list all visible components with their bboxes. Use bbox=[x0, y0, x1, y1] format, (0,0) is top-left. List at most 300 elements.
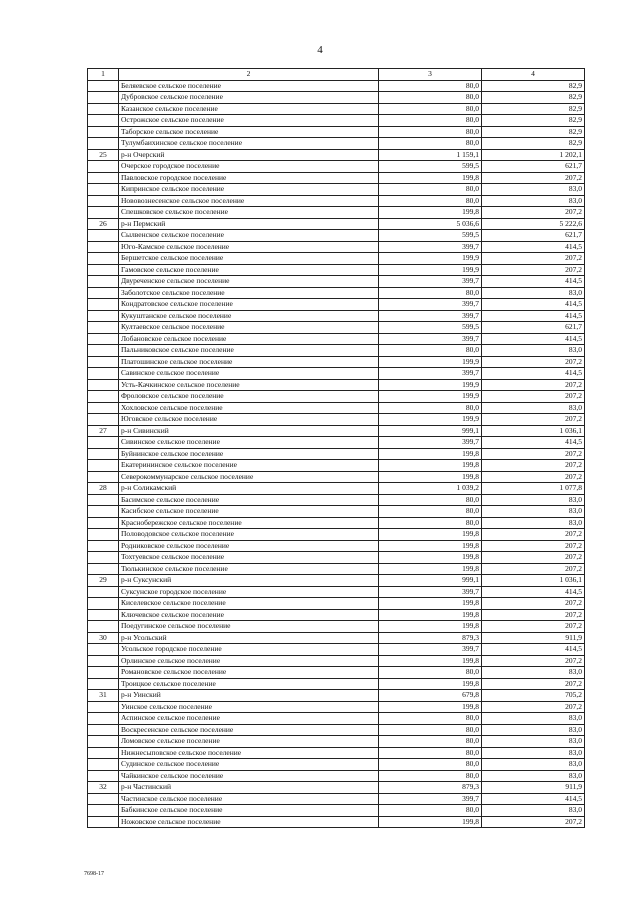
municipality-cell: Юго-Камское сельское поселение bbox=[119, 241, 379, 253]
row-number-cell bbox=[88, 276, 119, 288]
table-row bbox=[88, 644, 585, 656]
value-col-4-cell: 207,2 bbox=[482, 172, 585, 184]
table-row bbox=[88, 793, 585, 805]
table-row bbox=[88, 770, 585, 782]
row-number-cell: 25 bbox=[88, 149, 119, 161]
row-number-cell bbox=[88, 138, 119, 150]
row-number-cell bbox=[88, 126, 119, 138]
table-row bbox=[88, 126, 585, 138]
value-col-4-cell: 621,7 bbox=[482, 230, 585, 242]
municipality-cell: Ножовское сельское поселение bbox=[119, 816, 379, 828]
table-row bbox=[88, 92, 585, 104]
municipality-cell: Беляевское сельское поселение bbox=[119, 80, 379, 92]
table-row bbox=[88, 276, 585, 288]
value-col-4-cell: 83,0 bbox=[482, 805, 585, 817]
value-col-4-cell: 207,2 bbox=[482, 540, 585, 552]
value-col-3-cell: 199,8 bbox=[379, 552, 482, 564]
municipality-cell: Чайкинское сельское поселение bbox=[119, 770, 379, 782]
value-col-4-cell: 621,7 bbox=[482, 161, 585, 173]
value-col-3-cell: 199,8 bbox=[379, 598, 482, 610]
value-col-3-cell: 80,0 bbox=[379, 805, 482, 817]
municipality-cell: р-н Очерский bbox=[119, 149, 379, 161]
value-col-3-cell: 80,0 bbox=[379, 517, 482, 529]
value-col-4-cell: 207,2 bbox=[482, 448, 585, 460]
row-number-cell bbox=[88, 414, 119, 426]
value-col-3-cell: 399,7 bbox=[379, 586, 482, 598]
municipality-cell: Спешковское сельское поселение bbox=[119, 207, 379, 219]
municipality-cell: Дубровское сельское поселение bbox=[119, 92, 379, 104]
value-col-4-cell: 207,2 bbox=[482, 609, 585, 621]
row-number-cell: 30 bbox=[88, 632, 119, 644]
value-col-4-cell: 83,0 bbox=[482, 747, 585, 759]
row-number-cell bbox=[88, 437, 119, 449]
municipality-cell: Суксунское городское поселение bbox=[119, 586, 379, 598]
value-col-3-cell: 80,0 bbox=[379, 195, 482, 207]
row-number-cell bbox=[88, 356, 119, 368]
row-number-cell bbox=[88, 609, 119, 621]
row-number-cell bbox=[88, 805, 119, 817]
value-col-4-cell: 207,2 bbox=[482, 552, 585, 564]
municipality-cell: Платошинское сельское поселение bbox=[119, 356, 379, 368]
value-col-4-cell: 83,0 bbox=[482, 345, 585, 357]
municipality-cell: Тохтуевское сельское поселение bbox=[119, 552, 379, 564]
row-number-cell bbox=[88, 517, 119, 529]
value-col-3-cell: 80,0 bbox=[379, 103, 482, 115]
row-number-cell: 29 bbox=[88, 575, 119, 587]
table-row bbox=[88, 816, 585, 828]
row-number-cell bbox=[88, 379, 119, 391]
value-col-3-cell: 80,0 bbox=[379, 506, 482, 518]
municipality-cell: Орлинское сельское поселение bbox=[119, 655, 379, 667]
value-col-4-cell: 207,2 bbox=[482, 264, 585, 276]
value-col-4-cell: 207,2 bbox=[482, 391, 585, 403]
footer-code: 7698-17 bbox=[84, 871, 104, 877]
table-row bbox=[88, 632, 585, 644]
row-number-cell: 26 bbox=[88, 218, 119, 230]
value-col-4-cell: 83,0 bbox=[482, 494, 585, 506]
value-col-4-cell: 207,2 bbox=[482, 701, 585, 713]
row-number-cell bbox=[88, 816, 119, 828]
value-col-4-cell: 5 222,6 bbox=[482, 218, 585, 230]
municipality-cell: Бершетское сельское поселение bbox=[119, 253, 379, 265]
row-number-cell bbox=[88, 552, 119, 564]
value-col-3-cell: 80,0 bbox=[379, 80, 482, 92]
table-row bbox=[88, 701, 585, 713]
value-col-3-cell: 5 036,6 bbox=[379, 218, 482, 230]
table-row bbox=[88, 322, 585, 334]
row-number-cell bbox=[88, 598, 119, 610]
value-col-3-cell: 1 039,2 bbox=[379, 483, 482, 495]
value-col-3-cell: 80,0 bbox=[379, 747, 482, 759]
value-col-3-cell: 199,8 bbox=[379, 655, 482, 667]
value-col-4-cell: 83,0 bbox=[482, 759, 585, 771]
row-number-cell bbox=[88, 264, 119, 276]
table-row bbox=[88, 368, 585, 380]
table-row bbox=[88, 356, 585, 368]
value-col-3-cell: 199,8 bbox=[379, 448, 482, 460]
municipality-cell: Судинское сельское поселение bbox=[119, 759, 379, 771]
value-col-3-cell: 399,7 bbox=[379, 241, 482, 253]
row-number-cell bbox=[88, 391, 119, 403]
value-col-4-cell: 1 036,1 bbox=[482, 425, 585, 437]
municipality-cell: Казанское сельское поселение bbox=[119, 103, 379, 115]
value-col-3-cell: 399,7 bbox=[379, 793, 482, 805]
table-row bbox=[88, 494, 585, 506]
table-row bbox=[88, 425, 585, 437]
municipality-cell: Тулумбаихинское сельское поселение bbox=[119, 138, 379, 150]
table-row bbox=[88, 115, 585, 127]
table-row bbox=[88, 655, 585, 667]
value-col-3-cell: 599,5 bbox=[379, 230, 482, 242]
value-col-3-cell: 199,8 bbox=[379, 207, 482, 219]
row-number-cell bbox=[88, 80, 119, 92]
header-row bbox=[88, 69, 585, 81]
value-col-3-cell: 80,0 bbox=[379, 402, 482, 414]
row-number-cell bbox=[88, 506, 119, 518]
row-number-cell bbox=[88, 747, 119, 759]
value-col-3-cell: 399,7 bbox=[379, 368, 482, 380]
row-number-cell bbox=[88, 195, 119, 207]
municipality-cell: Павловское городское поселение bbox=[119, 172, 379, 184]
table-row bbox=[88, 747, 585, 759]
value-col-4-cell: 207,2 bbox=[482, 379, 585, 391]
municipality-cell: Бабкинское сельское поселение bbox=[119, 805, 379, 817]
value-col-4-cell: 207,2 bbox=[482, 655, 585, 667]
value-col-4-cell: 82,9 bbox=[482, 126, 585, 138]
municipality-cell: р-н Частинский bbox=[119, 782, 379, 794]
value-col-4-cell: 82,9 bbox=[482, 115, 585, 127]
header-col-2: 2 bbox=[119, 69, 379, 81]
municipality-cell: Двуреченское сельское поселение bbox=[119, 276, 379, 288]
table-row bbox=[88, 471, 585, 483]
municipality-cell: Заболотское сельское поселение bbox=[119, 287, 379, 299]
row-number-cell bbox=[88, 448, 119, 460]
table-row bbox=[88, 253, 585, 265]
value-col-4-cell: 83,0 bbox=[482, 667, 585, 679]
table-row bbox=[88, 609, 585, 621]
row-number-cell bbox=[88, 667, 119, 679]
value-col-4-cell: 414,5 bbox=[482, 368, 585, 380]
value-col-4-cell: 82,9 bbox=[482, 92, 585, 104]
value-col-4-cell: 414,5 bbox=[482, 310, 585, 322]
municipality-cell: Фроловское сельское поселение bbox=[119, 391, 379, 403]
municipality-cell: р-н Пермский bbox=[119, 218, 379, 230]
row-number-cell bbox=[88, 299, 119, 311]
value-col-3-cell: 199,8 bbox=[379, 529, 482, 541]
value-col-4-cell: 83,0 bbox=[482, 517, 585, 529]
row-number-cell bbox=[88, 230, 119, 242]
value-col-3-cell: 199,8 bbox=[379, 563, 482, 575]
table-row bbox=[88, 575, 585, 587]
value-col-3-cell: 399,7 bbox=[379, 333, 482, 345]
value-col-3-cell: 80,0 bbox=[379, 713, 482, 725]
municipality-cell: Нижнесыповское сельское поселение bbox=[119, 747, 379, 759]
table-row bbox=[88, 529, 585, 541]
value-col-3-cell: 80,0 bbox=[379, 759, 482, 771]
municipality-cell: р-н Сивинский bbox=[119, 425, 379, 437]
municipality-cell: р-н Суксунский bbox=[119, 575, 379, 587]
value-col-3-cell: 199,9 bbox=[379, 379, 482, 391]
row-number-cell bbox=[88, 207, 119, 219]
row-number-cell: 27 bbox=[88, 425, 119, 437]
municipality-cell: Кондратовское сельское поселение bbox=[119, 299, 379, 311]
value-col-3-cell: 80,0 bbox=[379, 736, 482, 748]
municipality-cell: Троицкое сельское поселение bbox=[119, 678, 379, 690]
row-number-cell bbox=[88, 115, 119, 127]
value-col-4-cell: 414,5 bbox=[482, 333, 585, 345]
value-col-4-cell: 82,9 bbox=[482, 138, 585, 150]
row-number-cell bbox=[88, 287, 119, 299]
row-number-cell: 32 bbox=[88, 782, 119, 794]
value-col-4-cell: 83,0 bbox=[482, 713, 585, 725]
municipality-cell: Пальниковское сельское поселение bbox=[119, 345, 379, 357]
value-col-4-cell: 414,5 bbox=[482, 299, 585, 311]
row-number-cell bbox=[88, 529, 119, 541]
table-row bbox=[88, 207, 585, 219]
value-col-3-cell: 599,5 bbox=[379, 161, 482, 173]
header-col-3: 3 bbox=[379, 69, 482, 81]
municipality-cell: Сивинское сельское поселение bbox=[119, 437, 379, 449]
value-col-4-cell: 83,0 bbox=[482, 402, 585, 414]
municipality-cell: Лобановское сельское поселение bbox=[119, 333, 379, 345]
value-col-3-cell: 80,0 bbox=[379, 287, 482, 299]
table-row bbox=[88, 598, 585, 610]
value-col-4-cell: 414,5 bbox=[482, 793, 585, 805]
table-row bbox=[88, 759, 585, 771]
table-row bbox=[88, 287, 585, 299]
value-col-4-cell: 705,2 bbox=[482, 690, 585, 702]
row-number-cell bbox=[88, 494, 119, 506]
table-header bbox=[88, 69, 585, 81]
table-row bbox=[88, 184, 585, 196]
value-col-3-cell: 199,9 bbox=[379, 391, 482, 403]
table-row bbox=[88, 517, 585, 529]
row-number-cell bbox=[88, 253, 119, 265]
row-number-cell bbox=[88, 713, 119, 725]
municipality-cell: Басимское сельское поселение bbox=[119, 494, 379, 506]
row-number-cell bbox=[88, 540, 119, 552]
value-col-3-cell: 199,8 bbox=[379, 678, 482, 690]
municipality-cell: Буйнинское сельское поселение bbox=[119, 448, 379, 460]
row-number-cell bbox=[88, 161, 119, 173]
value-col-4-cell: 414,5 bbox=[482, 276, 585, 288]
value-col-3-cell: 199,8 bbox=[379, 471, 482, 483]
value-col-3-cell: 879,3 bbox=[379, 632, 482, 644]
municipality-cell: Краснобережское сельское поселение bbox=[119, 517, 379, 529]
value-col-3-cell: 199,8 bbox=[379, 816, 482, 828]
row-number-cell bbox=[88, 460, 119, 472]
municipality-cell: Таборское сельское поселение bbox=[119, 126, 379, 138]
value-col-4-cell: 911,9 bbox=[482, 782, 585, 794]
row-number-cell bbox=[88, 333, 119, 345]
table-row bbox=[88, 103, 585, 115]
table-row bbox=[88, 80, 585, 92]
row-number-cell bbox=[88, 678, 119, 690]
value-col-4-cell: 621,7 bbox=[482, 322, 585, 334]
value-col-4-cell: 207,2 bbox=[482, 207, 585, 219]
value-col-4-cell: 414,5 bbox=[482, 586, 585, 598]
table-row bbox=[88, 161, 585, 173]
value-col-4-cell: 1 202,1 bbox=[482, 149, 585, 161]
value-col-3-cell: 80,0 bbox=[379, 494, 482, 506]
row-number-cell: 28 bbox=[88, 483, 119, 495]
value-col-4-cell: 83,0 bbox=[482, 506, 585, 518]
row-number-cell bbox=[88, 471, 119, 483]
table-row bbox=[88, 805, 585, 817]
value-col-4-cell: 207,2 bbox=[482, 621, 585, 633]
municipality-cell: Гамовское сельское поселение bbox=[119, 264, 379, 276]
row-number-cell bbox=[88, 103, 119, 115]
value-col-4-cell: 414,5 bbox=[482, 644, 585, 656]
municipality-cell: р-н Усольский bbox=[119, 632, 379, 644]
table-row bbox=[88, 782, 585, 794]
row-number-cell bbox=[88, 184, 119, 196]
value-col-4-cell: 207,2 bbox=[482, 563, 585, 575]
value-col-4-cell: 83,0 bbox=[482, 184, 585, 196]
municipality-cell: Очерское городское поселение bbox=[119, 161, 379, 173]
table-row bbox=[88, 448, 585, 460]
value-col-3-cell: 1 159,1 bbox=[379, 149, 482, 161]
municipality-cell: Екатерининское сельское поселение bbox=[119, 460, 379, 472]
table-row bbox=[88, 414, 585, 426]
row-number-cell bbox=[88, 655, 119, 667]
row-number-cell bbox=[88, 563, 119, 575]
value-col-4-cell: 207,2 bbox=[482, 816, 585, 828]
value-col-3-cell: 80,0 bbox=[379, 92, 482, 104]
value-col-4-cell: 82,9 bbox=[482, 103, 585, 115]
table-row bbox=[88, 230, 585, 242]
row-number-cell bbox=[88, 172, 119, 184]
value-col-4-cell: 83,0 bbox=[482, 736, 585, 748]
value-col-4-cell: 414,5 bbox=[482, 241, 585, 253]
table-row bbox=[88, 241, 585, 253]
row-number-cell bbox=[88, 586, 119, 598]
value-col-4-cell: 207,2 bbox=[482, 253, 585, 265]
value-col-3-cell: 399,7 bbox=[379, 299, 482, 311]
value-col-3-cell: 80,0 bbox=[379, 667, 482, 679]
table-row bbox=[88, 264, 585, 276]
table-row bbox=[88, 506, 585, 518]
value-col-4-cell: 83,0 bbox=[482, 287, 585, 299]
municipality-cell: Поедугинское сельское поселение bbox=[119, 621, 379, 633]
value-col-3-cell: 80,0 bbox=[379, 770, 482, 782]
row-number-cell bbox=[88, 345, 119, 357]
header-col-1: 1 bbox=[88, 69, 119, 81]
value-col-4-cell: 207,2 bbox=[482, 678, 585, 690]
municipality-cell: Родниковское сельское поселение bbox=[119, 540, 379, 552]
table-row bbox=[88, 621, 585, 633]
page-number: 4 bbox=[317, 44, 323, 56]
value-col-4-cell: 1 036,1 bbox=[482, 575, 585, 587]
municipality-cell: Савинское сельское поселение bbox=[119, 368, 379, 380]
row-number-cell bbox=[88, 310, 119, 322]
table-row bbox=[88, 736, 585, 748]
municipality-cell: Тюлькинское сельское поселение bbox=[119, 563, 379, 575]
value-col-4-cell: 83,0 bbox=[482, 770, 585, 782]
value-col-4-cell: 911,9 bbox=[482, 632, 585, 644]
municipality-cell: Острожское сельское поселение bbox=[119, 115, 379, 127]
table-row bbox=[88, 402, 585, 414]
value-col-3-cell: 80,0 bbox=[379, 138, 482, 150]
value-col-3-cell: 399,7 bbox=[379, 644, 482, 656]
municipality-cell: Култаевское сельское поселение bbox=[119, 322, 379, 334]
municipality-cell: Аспинское сельское поселение bbox=[119, 713, 379, 725]
table-row bbox=[88, 149, 585, 161]
value-col-4-cell: 207,2 bbox=[482, 598, 585, 610]
value-col-4-cell: 414,5 bbox=[482, 437, 585, 449]
value-col-3-cell: 199,8 bbox=[379, 460, 482, 472]
value-col-3-cell: 399,7 bbox=[379, 276, 482, 288]
municipality-cell: Ключевское сельское поселение bbox=[119, 609, 379, 621]
table-row bbox=[88, 724, 585, 736]
value-col-4-cell: 207,2 bbox=[482, 460, 585, 472]
table-row bbox=[88, 540, 585, 552]
row-number-cell: 31 bbox=[88, 690, 119, 702]
municipality-cell: Касибское сельское поселение bbox=[119, 506, 379, 518]
municipality-cell: Киселевское сельское поселение bbox=[119, 598, 379, 610]
municipality-cell: Хохловское сельское поселение bbox=[119, 402, 379, 414]
value-col-3-cell: 80,0 bbox=[379, 345, 482, 357]
table-row bbox=[88, 667, 585, 679]
table-row bbox=[88, 690, 585, 702]
row-number-cell bbox=[88, 701, 119, 713]
table-row bbox=[88, 391, 585, 403]
table-row bbox=[88, 678, 585, 690]
header-col-4: 4 bbox=[482, 69, 585, 81]
value-col-3-cell: 999,1 bbox=[379, 425, 482, 437]
value-col-4-cell: 207,2 bbox=[482, 471, 585, 483]
row-number-cell bbox=[88, 770, 119, 782]
table-row bbox=[88, 310, 585, 322]
value-col-3-cell: 80,0 bbox=[379, 184, 482, 196]
value-col-3-cell: 199,9 bbox=[379, 264, 482, 276]
value-col-3-cell: 599,5 bbox=[379, 322, 482, 334]
value-col-3-cell: 199,9 bbox=[379, 414, 482, 426]
row-number-cell bbox=[88, 759, 119, 771]
municipality-cell: Частинское сельское поселение bbox=[119, 793, 379, 805]
value-col-4-cell: 83,0 bbox=[482, 724, 585, 736]
municipality-cell: Усольское городское поселение bbox=[119, 644, 379, 656]
municipality-cell: Ломовское сельское поселение bbox=[119, 736, 379, 748]
value-col-3-cell: 199,8 bbox=[379, 621, 482, 633]
row-number-cell bbox=[88, 92, 119, 104]
table-row bbox=[88, 552, 585, 564]
municipality-cell: Нововознесенское сельское поселение bbox=[119, 195, 379, 207]
value-col-3-cell: 199,9 bbox=[379, 356, 482, 368]
row-number-cell bbox=[88, 402, 119, 414]
table-row bbox=[88, 299, 585, 311]
table-row bbox=[88, 586, 585, 598]
table-row bbox=[88, 345, 585, 357]
row-number-cell bbox=[88, 736, 119, 748]
municipality-cell: Половодовское сельское поселение bbox=[119, 529, 379, 541]
budget-table bbox=[87, 68, 585, 828]
value-col-3-cell: 199,8 bbox=[379, 540, 482, 552]
municipality-cell: Кукуштанское сельское поселение bbox=[119, 310, 379, 322]
value-col-3-cell: 199,9 bbox=[379, 253, 482, 265]
table-row bbox=[88, 483, 585, 495]
table-row bbox=[88, 195, 585, 207]
municipality-cell: Северокоммунарское сельское поселение bbox=[119, 471, 379, 483]
municipality-cell: Уинское сельское поселение bbox=[119, 701, 379, 713]
value-col-3-cell: 879,3 bbox=[379, 782, 482, 794]
row-number-cell bbox=[88, 724, 119, 736]
row-number-cell bbox=[88, 241, 119, 253]
value-col-4-cell: 82,9 bbox=[482, 80, 585, 92]
table-row bbox=[88, 172, 585, 184]
row-number-cell bbox=[88, 644, 119, 656]
municipality-cell: Кипринское сельское поселение bbox=[119, 184, 379, 196]
